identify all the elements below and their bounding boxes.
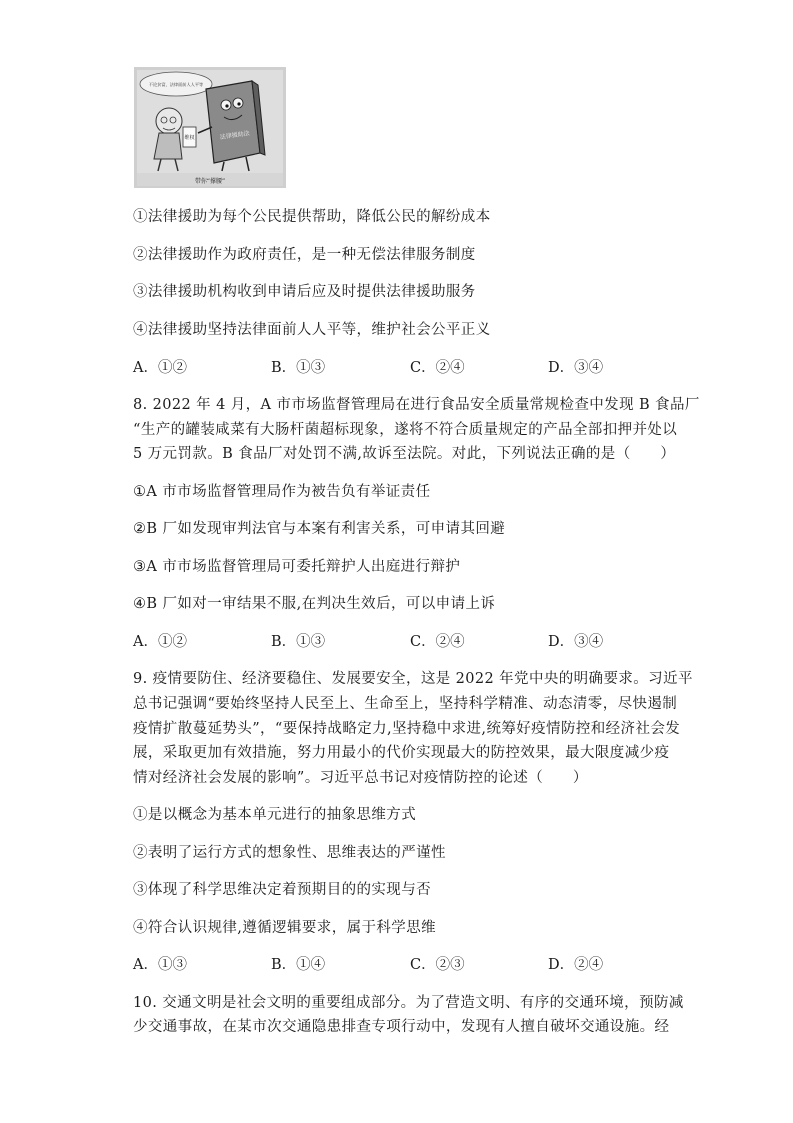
q7-option-b[interactable]: B．①③: [271, 360, 326, 376]
svg-text:维权: 维权: [184, 135, 195, 141]
bubble-text: 不论贫富，法律面前人人平等: [148, 82, 204, 87]
q8-item-3: ③A 市市场监督管理局可委托辩护人出庭进行辩护: [133, 559, 461, 575]
q8-stem-line-3: 5 万元罚款。B 食品厂对处罚不满,故诉至法院。对此，下列说法正确的是（ ）: [133, 446, 676, 462]
q9-option-d[interactable]: D．②④: [548, 957, 604, 973]
q7-option-c[interactable]: C．②④: [410, 360, 465, 376]
q7-option-a[interactable]: A．①②: [133, 360, 187, 376]
q8-option-d[interactable]: D．③④: [548, 634, 604, 650]
q9-stem-line-1: 9. 疫情要防住、经济要稳住、发展要安全，这是 2022 年党中央的明确要求。习近平: [133, 671, 693, 687]
q10-stem-line-1: 10. 交通文明是社会文明的重要组成部分。为了营造文明、有序的交通环境，预防减: [133, 995, 684, 1011]
q9-option-a[interactable]: A．①③: [133, 957, 187, 973]
q8-option-b[interactable]: B．①③: [271, 634, 326, 650]
q9-option-c[interactable]: C．②③: [410, 957, 465, 973]
q9-item-3: ③体现了科学思维决定着预期目的的实现与否: [133, 882, 431, 898]
book-title: 法律援助法: [219, 129, 251, 142]
q7-item-1: ①法律援助为每个公民提供帮助，降低公民的解纷成本: [133, 209, 491, 225]
q7-item-2: ②法律援助作为政府责任，是一种无偿法律服务制度: [133, 247, 476, 263]
q9-item-2: ②表明了运行方式的想象性、思维表达的严谨性: [133, 845, 446, 861]
q9-stem-line-5: 情对经济社会发展的影响”。习近平总书记对疫情防控的论述（ ）: [133, 770, 588, 786]
q7-item-4: ④法律援助坚持法律面前人人平等，维护社会公平正义: [133, 322, 491, 338]
q8-item-4: ④B 厂如对一审结果不服,在判决生效后，可以申请上诉: [133, 596, 496, 612]
q9-option-b[interactable]: B．①④: [271, 957, 326, 973]
q9-stem-line-4: 展，采取更加有效措施，努力用最小的代价实现最大的防控效果，最大限度减少疫: [133, 745, 670, 761]
q7-item-3: ③法律援助机构收到申请后应及时提供法律援助服务: [133, 284, 476, 300]
q8-stem-line-1: 8. 2022 年 4 月，A 市市场监督管理局在进行食品安全质量常规检查中发现 B 食品厂: [133, 397, 700, 413]
q9-item-1: ①是以概念为基本单元进行的抽象思维方式: [133, 807, 417, 823]
q8-stem-line-2: “生产的罐装咸菜有大肠杆菌超标现象，遂将不符合质量规定的产品全部扣押并处以: [133, 422, 678, 438]
q9-stem-line-2: 总书记强调“要始终坚持人民至上、生命至上，坚持科学精准、动态清零，尽快遏制: [133, 696, 678, 712]
q8-item-1: ①A 市市场监督管理局作为被告负有举证责任: [133, 484, 431, 500]
q9-stem-line-3: 疫情扩散蔓延势头”，“要保持战略定力,坚持稳中求进,统筹好疫情防控和经济社会发: [133, 721, 681, 737]
q10-stem-line-2: 少交通事故，在某市次交通隐患排查专项行动中，发现有人擅自破坏交通设施。经: [133, 1019, 670, 1035]
q9-item-4: ④符合认识规律,遵循逻辑要求，属于科学思维: [133, 920, 437, 936]
q7-option-d[interactable]: D．③④: [548, 360, 604, 376]
q8-option-a[interactable]: A．①②: [133, 634, 187, 650]
legal-aid-cartoon: [134, 67, 286, 188]
cartoon-image: [134, 67, 286, 188]
q8-option-c[interactable]: C．②④: [410, 634, 465, 650]
q8-item-2: ②B 厂如发现审判法官与本案有利害关系，可申请其回避: [133, 521, 506, 537]
cartoon-caption: 带你“撑腰”: [194, 178, 226, 185]
